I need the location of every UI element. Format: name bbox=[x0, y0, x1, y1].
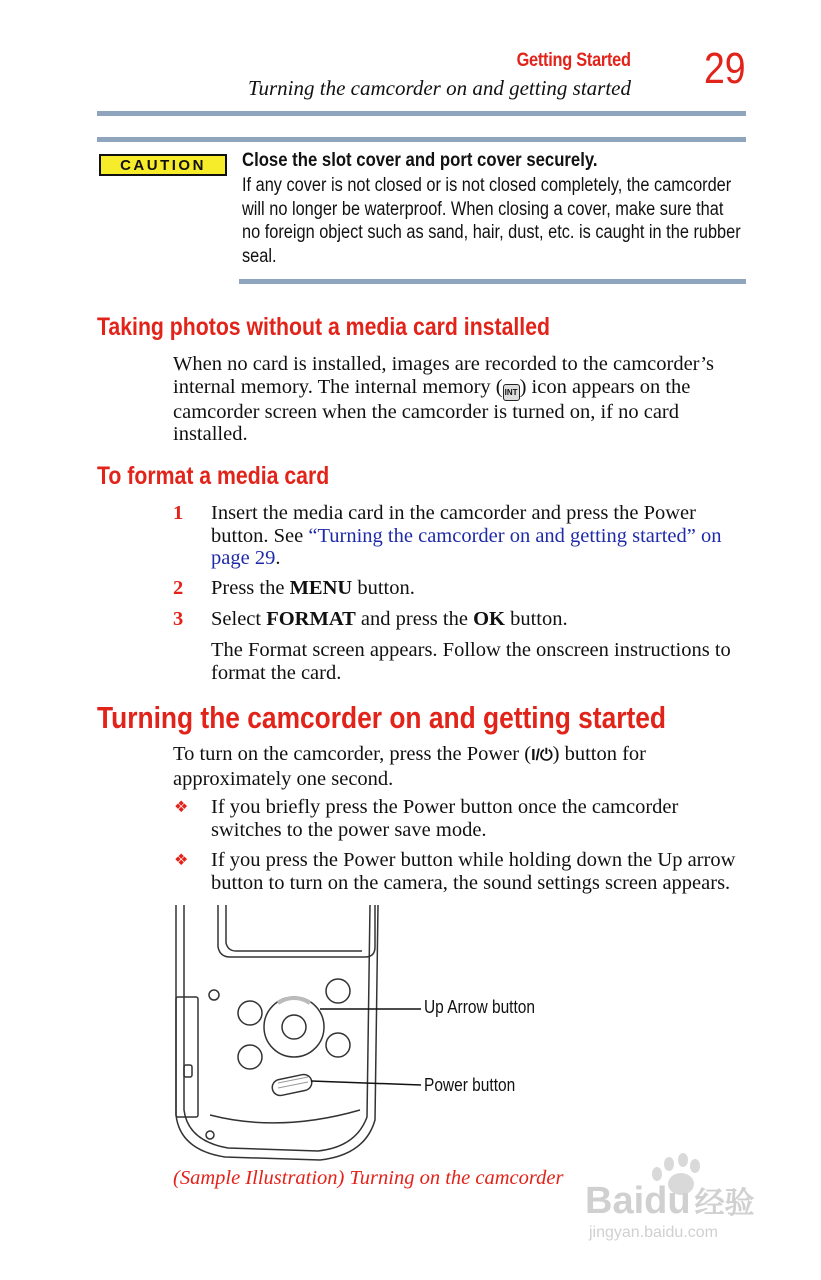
caution-title: Close the slot cover and port cover securely. bbox=[242, 150, 598, 171]
turning-intro: To turn on the camcorder, press the Power (I/⏻) button for approximately one second. bbox=[173, 743, 647, 790]
watermark-url: jingyan.baidu.com bbox=[589, 1224, 718, 1241]
step-number: 2 bbox=[173, 577, 184, 599]
step-number: 1 bbox=[173, 502, 184, 524]
step-2-text: Press the MENU button. bbox=[211, 577, 415, 599]
caution-line: will no longer be waterproof. When closing a cover, make sure that bbox=[242, 198, 724, 220]
camcorder-illustration bbox=[170, 905, 550, 1165]
power-symbol-icon: I/⏻ bbox=[531, 747, 553, 764]
cross-reference-link-page[interactable]: page 29 bbox=[211, 547, 276, 569]
heading-taking-photos: Taking photos without a media card installed bbox=[97, 313, 550, 341]
caution-line: seal. bbox=[242, 245, 277, 267]
header-subtitle: Turning the camcorder on and getting started bbox=[247, 76, 631, 100]
bullet-diamond-icon: ❖ bbox=[174, 852, 189, 869]
watermark-brand: Baidu 经验 bbox=[585, 1180, 755, 1222]
callout-up-arrow-button: Up Arrow button bbox=[424, 997, 536, 1017]
header-section-title: Getting Started bbox=[516, 50, 631, 71]
photos-paragraph: When no card is installed, images are recorded to the camcorder’s internal memory. The internal memory ( INT ) icon appears on the camcorder screen when the camcorder is turned on, if no card installed. bbox=[173, 353, 714, 445]
heading-turning-on: Turning the camcorder on and getting started bbox=[97, 700, 667, 735]
figure-caption: (Sample Illustration) Turning on the camcorder bbox=[173, 1167, 564, 1189]
step-number: 3 bbox=[173, 608, 184, 630]
caution-divider bbox=[239, 279, 746, 284]
callout-power-button: Power button bbox=[424, 1075, 516, 1095]
header-divider-bottom bbox=[97, 137, 746, 142]
bullet-item: If you briefly press the Power button once the camcorder switches to the power save mode. bbox=[211, 796, 679, 841]
bullet-item: If you press the Power button while holding down the Up arrow button to turn on the camera, the sound settings screen appears. bbox=[211, 849, 736, 894]
caution-line: no foreign object such as sand, hair, dust, etc. is caught in the rubber bbox=[242, 222, 741, 243]
step-3-text: Select FORMAT and press the OK button. bbox=[211, 608, 568, 630]
internal-memory-icon: INT bbox=[503, 384, 520, 401]
header-divider-top bbox=[97, 111, 746, 116]
baidu-watermark bbox=[585, 1150, 785, 1255]
caution-badge: CAUTION bbox=[99, 154, 227, 176]
heading-format-card: To format a media card bbox=[97, 462, 330, 490]
cross-reference-link[interactable]: “Turning the camcorder on and getting started” on bbox=[308, 524, 722, 547]
bullet-diamond-icon: ❖ bbox=[174, 799, 189, 816]
caution-body bbox=[242, 174, 741, 268]
step-1-text: Insert the media card in the camcorder and press the Power button. See “Turning the camcorder on and getting started” on page 29. bbox=[211, 502, 722, 569]
page-number: 29 bbox=[704, 44, 746, 93]
caution-line: If any cover is not closed or is not closed completely, the camcorder bbox=[242, 175, 732, 196]
step-result-text: The Format screen appears. Follow the onscreen instructions to format the card. bbox=[211, 639, 731, 684]
